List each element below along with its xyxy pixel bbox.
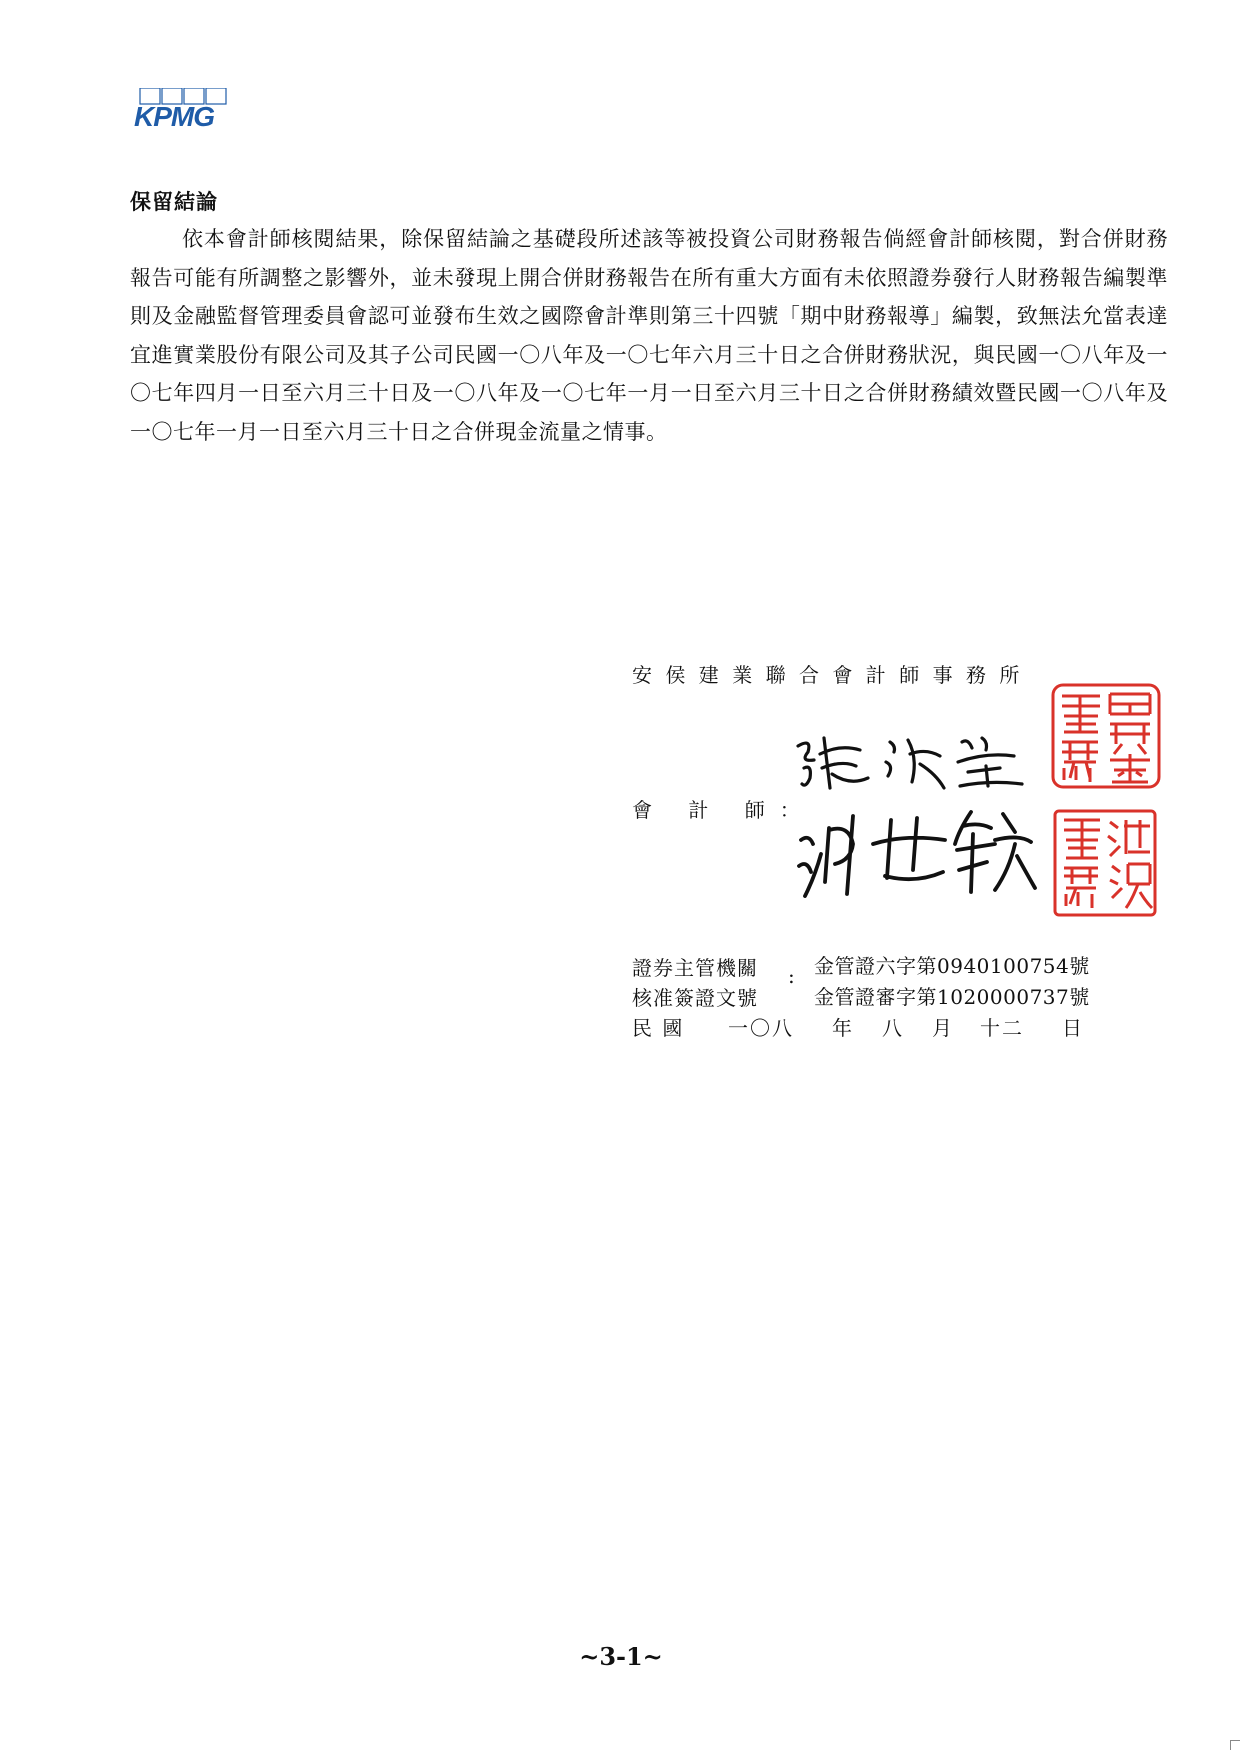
signature-2	[795, 800, 1040, 900]
date-prefix: 民 國	[632, 1016, 685, 1040]
accountant-label: 會 計 師：	[632, 798, 815, 822]
conclusion-paragraph: 依本會計師核閱結果，除保留結論之基礎段所述該等被投資公司財務報告倘經會計師核閱，對合併財務報告可能有所調整之影響外，並未發現上開合併財務報告在所有重大方面有未依照證券發行人財務報告編製準則及金融監督管理委員會認可並發布生效之國際會計準則第三十四號「期中財務報導」編製，致無法允當表達宜進實業股份有限公司及其子公司民國一〇八年及一〇七年六月三十日之合併財務狀況，與民國一〇八年及一〇七年四月一日至六月三十日及一〇八年及一〇七年一月一日至六月三十日之合併財務績效暨民國一〇八年及一〇七年一月一日至六月三十日之合併現金流量之情事。	[130, 227, 1168, 444]
seal-2	[1052, 808, 1158, 918]
section-title: 保留結論	[130, 189, 218, 214]
registration-number-2: 金管證審字第1020000737號	[814, 985, 1090, 1009]
firm-name: 安侯建業聯合會計師事務所	[632, 663, 1033, 687]
signature-1	[790, 728, 1040, 798]
date-month: 八	[882, 1016, 904, 1040]
kpmg-logo	[134, 88, 238, 134]
date-day-unit: 日	[1062, 1016, 1084, 1040]
registration-label-2: 核准簽證文號	[632, 986, 758, 1010]
date-day: 十二	[980, 1016, 1024, 1040]
date-year-unit: 年	[832, 1016, 854, 1040]
svg-text:KPMG: KPMG	[134, 101, 214, 132]
registration-number-1: 金管證六字第0940100754號	[814, 954, 1090, 978]
registration-label-1: 證券主管機關	[632, 956, 758, 980]
registration-colon: :	[788, 964, 795, 988]
date-year: 一〇八	[728, 1016, 794, 1040]
corner-mark	[1230, 1740, 1240, 1750]
page-number: ~3-1~	[579, 1642, 663, 1671]
seal-1	[1050, 682, 1162, 790]
date-month-unit: 月	[932, 1016, 954, 1040]
